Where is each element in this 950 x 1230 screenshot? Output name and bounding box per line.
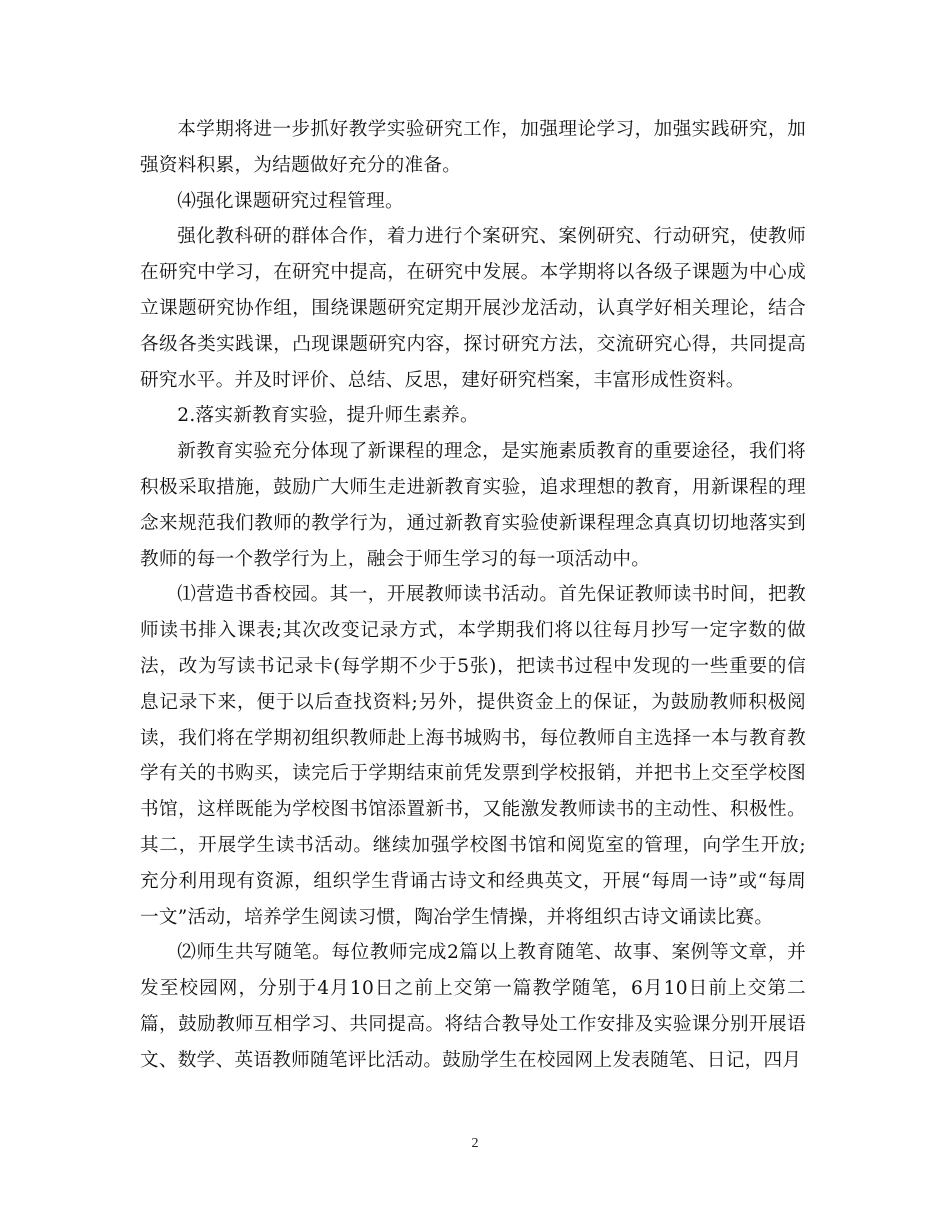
paragraph-group-collaboration: 强化教科研的群体合作，着力进行个案研究、案例研究、行动研究，使教师在研究中学习，在研究中提高，在研究中发展。本学期将以各级子课题为中心成立课题研究协作组，围绕课题研究定期开展沙龙活动，认真学好相关理论，结合各级各类实践课，凸现课题研究内容，探讨研究方法，交流研究心得，共同提高研究水平。并及时评价、总结、反思，建好研究档案，丰富形成性资料。: [140, 226, 806, 391]
paragraph-research-summary: 本学期将进一步抓好教学实验研究工作，加强理论学习，加强实践研究，加强资料积累，为结题做好充分的准备。: [140, 119, 806, 176]
paragraph-new-curriculum: 新教育实验充分体现了新课程的理念，是实施素质教育的重要途径，我们将积极采取措施，鼓励广大师生走进新教育实验，追求理想的教育，用新课程的理念来规范我们教师的教学行为，通过新教育实验使新课程理念真真切切地落实到教师的每一个教学行为上，融会于师生学习的每一项活动中。: [140, 441, 806, 570]
heading-process-management: ⑷强化课题研究过程管理。: [177, 190, 404, 212]
page-number: 2: [471, 1136, 479, 1151]
paragraph-essay-writing: ⑵师生共写随笔。每位教师完成2篇以上教育随笔、故事、案例等文章，并发至校园网，分别于4月10日之前上交第一篇教学随笔，6月10日前上交第二篇，鼓励教师互相学习、共同提高。将结合教导处工作安排及实验课分别开展语文、数学、英语教师随笔评比活动。鼓励学生在校园网上发表随笔、日记，四月: [140, 942, 806, 1071]
document-body: [140, 112, 806, 1079]
paragraph-book-campus: ⑴营造书香校园。其一，开展教师读书活动。首先保证教师读书时间，把教师读书排入课表;其次改变记录方式，本学期我们将以往每月抄写一定字数的做法，改为写读书记录卡(每学期不少于5张)，把读书过程中发现的一些重要的信息记录下来，便于以后查找资料;另外，提供资金上的保证，为鼓励教师积极阅读，我们将在学期初组织教师赴上海书城购书，每位教师自主选择一本与教育教学有关的书购买，读完后于学期结束前凭发票到学校报销，并把书上交至学校图书馆，这样既能为学校图书馆添置新书，又能激发教师读书的主动性、积极性。其二，开展学生读书活动。继续加强学校图书馆和阅览室的管理，向学生开放;充分利用现有资源，组织学生背诵古诗文和经典英文，开展“每周一诗”或“每周一文”活动，培养学生阅读习惯，陶冶学生情操，并将组织古诗文诵读比赛。: [140, 584, 806, 928]
heading-new-education-experiment: 2.落实新教育实验，提升师生素养。: [177, 405, 479, 427]
